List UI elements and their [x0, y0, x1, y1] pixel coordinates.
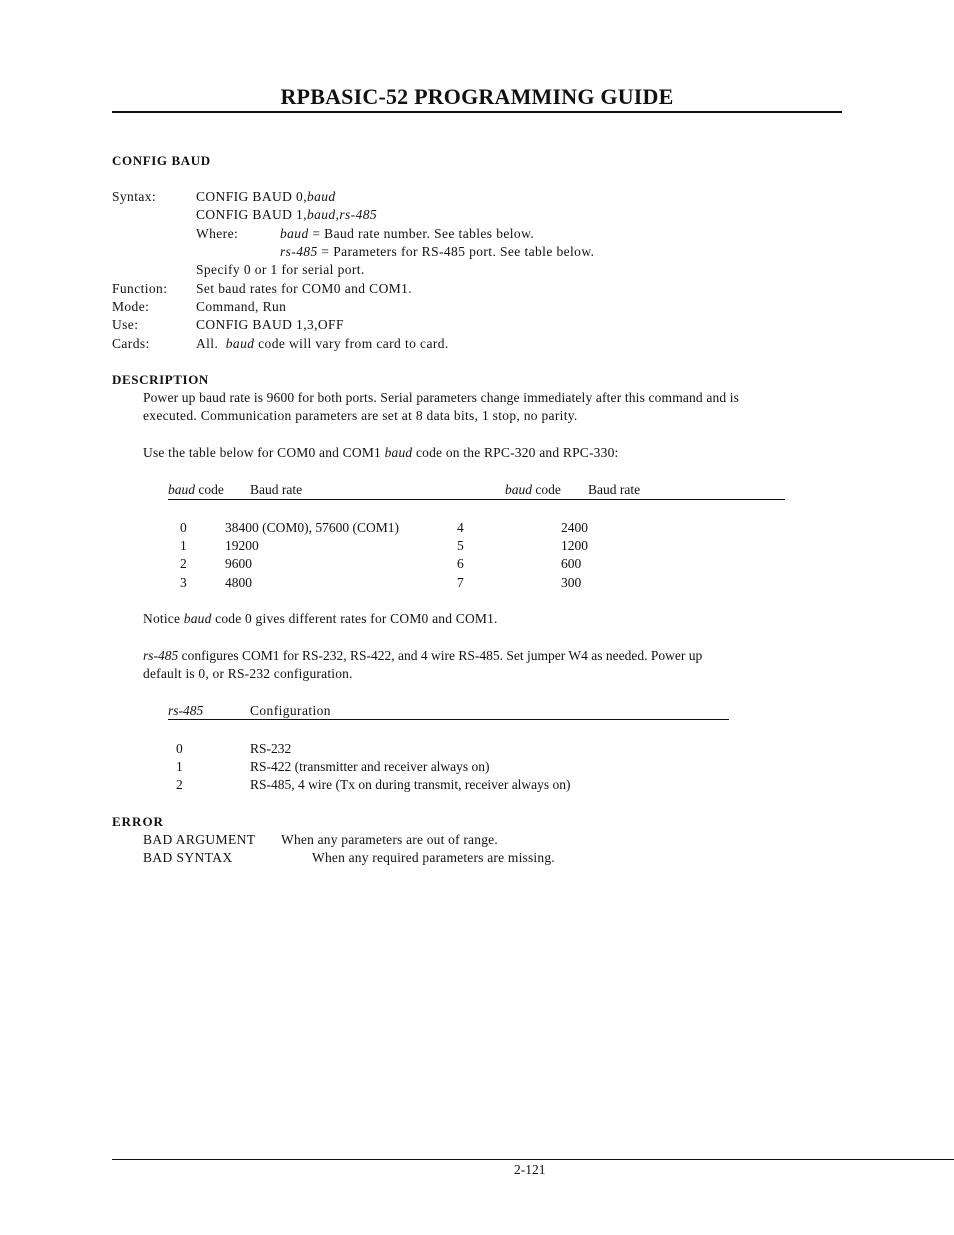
- table-cell: 38400 (COM0), 57600 (COM1): [225, 520, 399, 535]
- table-cell: 1: [176, 759, 183, 774]
- syntax-line-1-prefix: CONFIG BAUD 0,: [196, 189, 307, 204]
- cards-value: [196, 336, 449, 352]
- where-label: Where:: [196, 226, 239, 241]
- notice-suffix: code 0 gives different rates for COM0 and COM1.: [211, 611, 498, 626]
- where-rs485-arg: rs-485: [280, 244, 318, 259]
- table-cell: 1200: [561, 538, 588, 553]
- table-cell: 6: [457, 556, 464, 571]
- section-title: CONFIG BAUD: [112, 153, 211, 168]
- baud-table-header-rate-a: Baud rate: [250, 482, 303, 497]
- baud-table-header-code-b-suffix: code: [532, 482, 561, 497]
- rs485-para-line2: default is 0, or RS-232 configuration.: [143, 666, 353, 681]
- error-name: BAD ARGUMENT: [143, 832, 256, 847]
- table-cell: 4800: [225, 575, 252, 590]
- table-cell: 3: [180, 575, 187, 590]
- rs485-para-arg: rs-485: [143, 648, 179, 663]
- baud-table-header-code-a-suffix: code: [195, 482, 224, 497]
- baud-table-header-code-b-arg: baud: [505, 482, 532, 497]
- table-cell: 600: [561, 556, 582, 571]
- use-label: Use:: [112, 317, 139, 332]
- baud-table-header-rate-b: Baud rate: [588, 482, 641, 497]
- para2-suffix: code on the RPC-320 and RPC-330:: [412, 445, 619, 460]
- where-baud-arg: baud: [280, 226, 309, 241]
- table-cell: 300: [561, 575, 582, 590]
- where-rs485: [280, 244, 594, 260]
- baud-table-header-code-b: [505, 482, 561, 498]
- rs485-table-rule: [168, 719, 729, 720]
- description-para1-line2: executed. Communication parameters are set at 8 data bits, 1 stop, no parity.: [143, 408, 578, 423]
- table-cell: 1: [180, 538, 187, 553]
- function-label: Function:: [112, 281, 168, 296]
- rs485-table-header-code: [168, 703, 203, 719]
- table-cell: 2400: [561, 520, 588, 535]
- page-title: RPBASIC-52 PROGRAMMING GUIDE: [280, 84, 674, 109]
- where-rs485-text: = Parameters for RS-485 port. See table below.: [317, 244, 595, 259]
- para2-arg: baud: [384, 445, 413, 460]
- cards-arg: baud: [225, 336, 255, 351]
- rs485-para-line1-suffix: configures COM1 for RS-232, RS-422, and 4 wire RS-485. Set jumper W4 as needed. Power up: [178, 648, 703, 663]
- syntax-line-1-arg: baud: [306, 189, 336, 204]
- baud-table-header-code-a-arg: baud: [168, 482, 195, 497]
- notice-text: [143, 611, 498, 627]
- description-para1-line1: Power up baud rate is 9600 for both ports. Serial parameters change immediately after this command and is: [143, 390, 740, 405]
- syntax-line-2-prefix: CONFIG BAUD 1,: [196, 207, 307, 222]
- cards-suffix: code will vary from card to card.: [254, 336, 449, 351]
- page-number: 2-121: [514, 1162, 546, 1177]
- baud-table-rule: [168, 499, 785, 500]
- table-cell: 0: [176, 741, 183, 756]
- mode-value: Command, Run: [196, 299, 287, 314]
- table-cell: RS-232: [250, 741, 292, 756]
- use-value: CONFIG BAUD 1,3,OFF: [196, 317, 344, 332]
- rs485-table-header-code-arg: rs-485: [168, 703, 204, 718]
- para2-prefix: Use the table below for COM0 and COM1: [143, 445, 385, 460]
- where-baud-text: = Baud rate number. See tables below.: [308, 226, 535, 241]
- rs485-table-header-config: Configuration: [250, 703, 331, 718]
- syntax-line-1: [196, 189, 336, 205]
- table-cell: 19200: [225, 538, 259, 553]
- baud-table-header-code-a: [168, 482, 224, 498]
- rs485-para-line1: [143, 648, 702, 664]
- error-name: BAD SYNTAX: [143, 850, 233, 865]
- table-cell: 0: [180, 520, 187, 535]
- table-cell: 4: [457, 520, 464, 535]
- notice-arg: baud: [183, 611, 212, 626]
- table-cell: 5: [457, 538, 464, 553]
- table-cell: 7: [457, 575, 464, 590]
- table-cell: 2: [176, 777, 183, 792]
- description-heading: DESCRIPTION: [112, 372, 209, 387]
- header-rule: [112, 111, 842, 113]
- error-text: When any required parameters are missing.: [312, 850, 555, 865]
- error-heading: ERROR: [112, 814, 164, 829]
- where-baud: [280, 226, 534, 242]
- mode-label: Mode:: [112, 299, 150, 314]
- footer-rule: [112, 1159, 954, 1160]
- table-cell: 2: [180, 556, 187, 571]
- syntax-line-2-arg2: rs-485: [339, 207, 378, 222]
- table-cell: 9600: [225, 556, 252, 571]
- notice-prefix: Notice: [143, 611, 184, 626]
- specify-text: Specify 0 or 1 for serial port.: [196, 262, 365, 277]
- cards-label: Cards:: [112, 336, 150, 351]
- cards-prefix: All.: [196, 336, 226, 351]
- table-cell: RS-485, 4 wire (Tx on during transmit, receiver always on): [250, 777, 571, 792]
- syntax-label: Syntax:: [112, 189, 157, 204]
- syntax-line-2: [196, 207, 377, 223]
- error-text: When any parameters are out of range.: [281, 832, 498, 847]
- description-para2: [143, 445, 619, 461]
- function-value: Set baud rates for COM0 and COM1.: [196, 281, 413, 296]
- table-cell: RS-422 (transmitter and receiver always on): [250, 759, 490, 774]
- syntax-line-2-arg1: baud: [306, 207, 336, 222]
- syntax-line-2-sep: ,: [335, 207, 340, 222]
